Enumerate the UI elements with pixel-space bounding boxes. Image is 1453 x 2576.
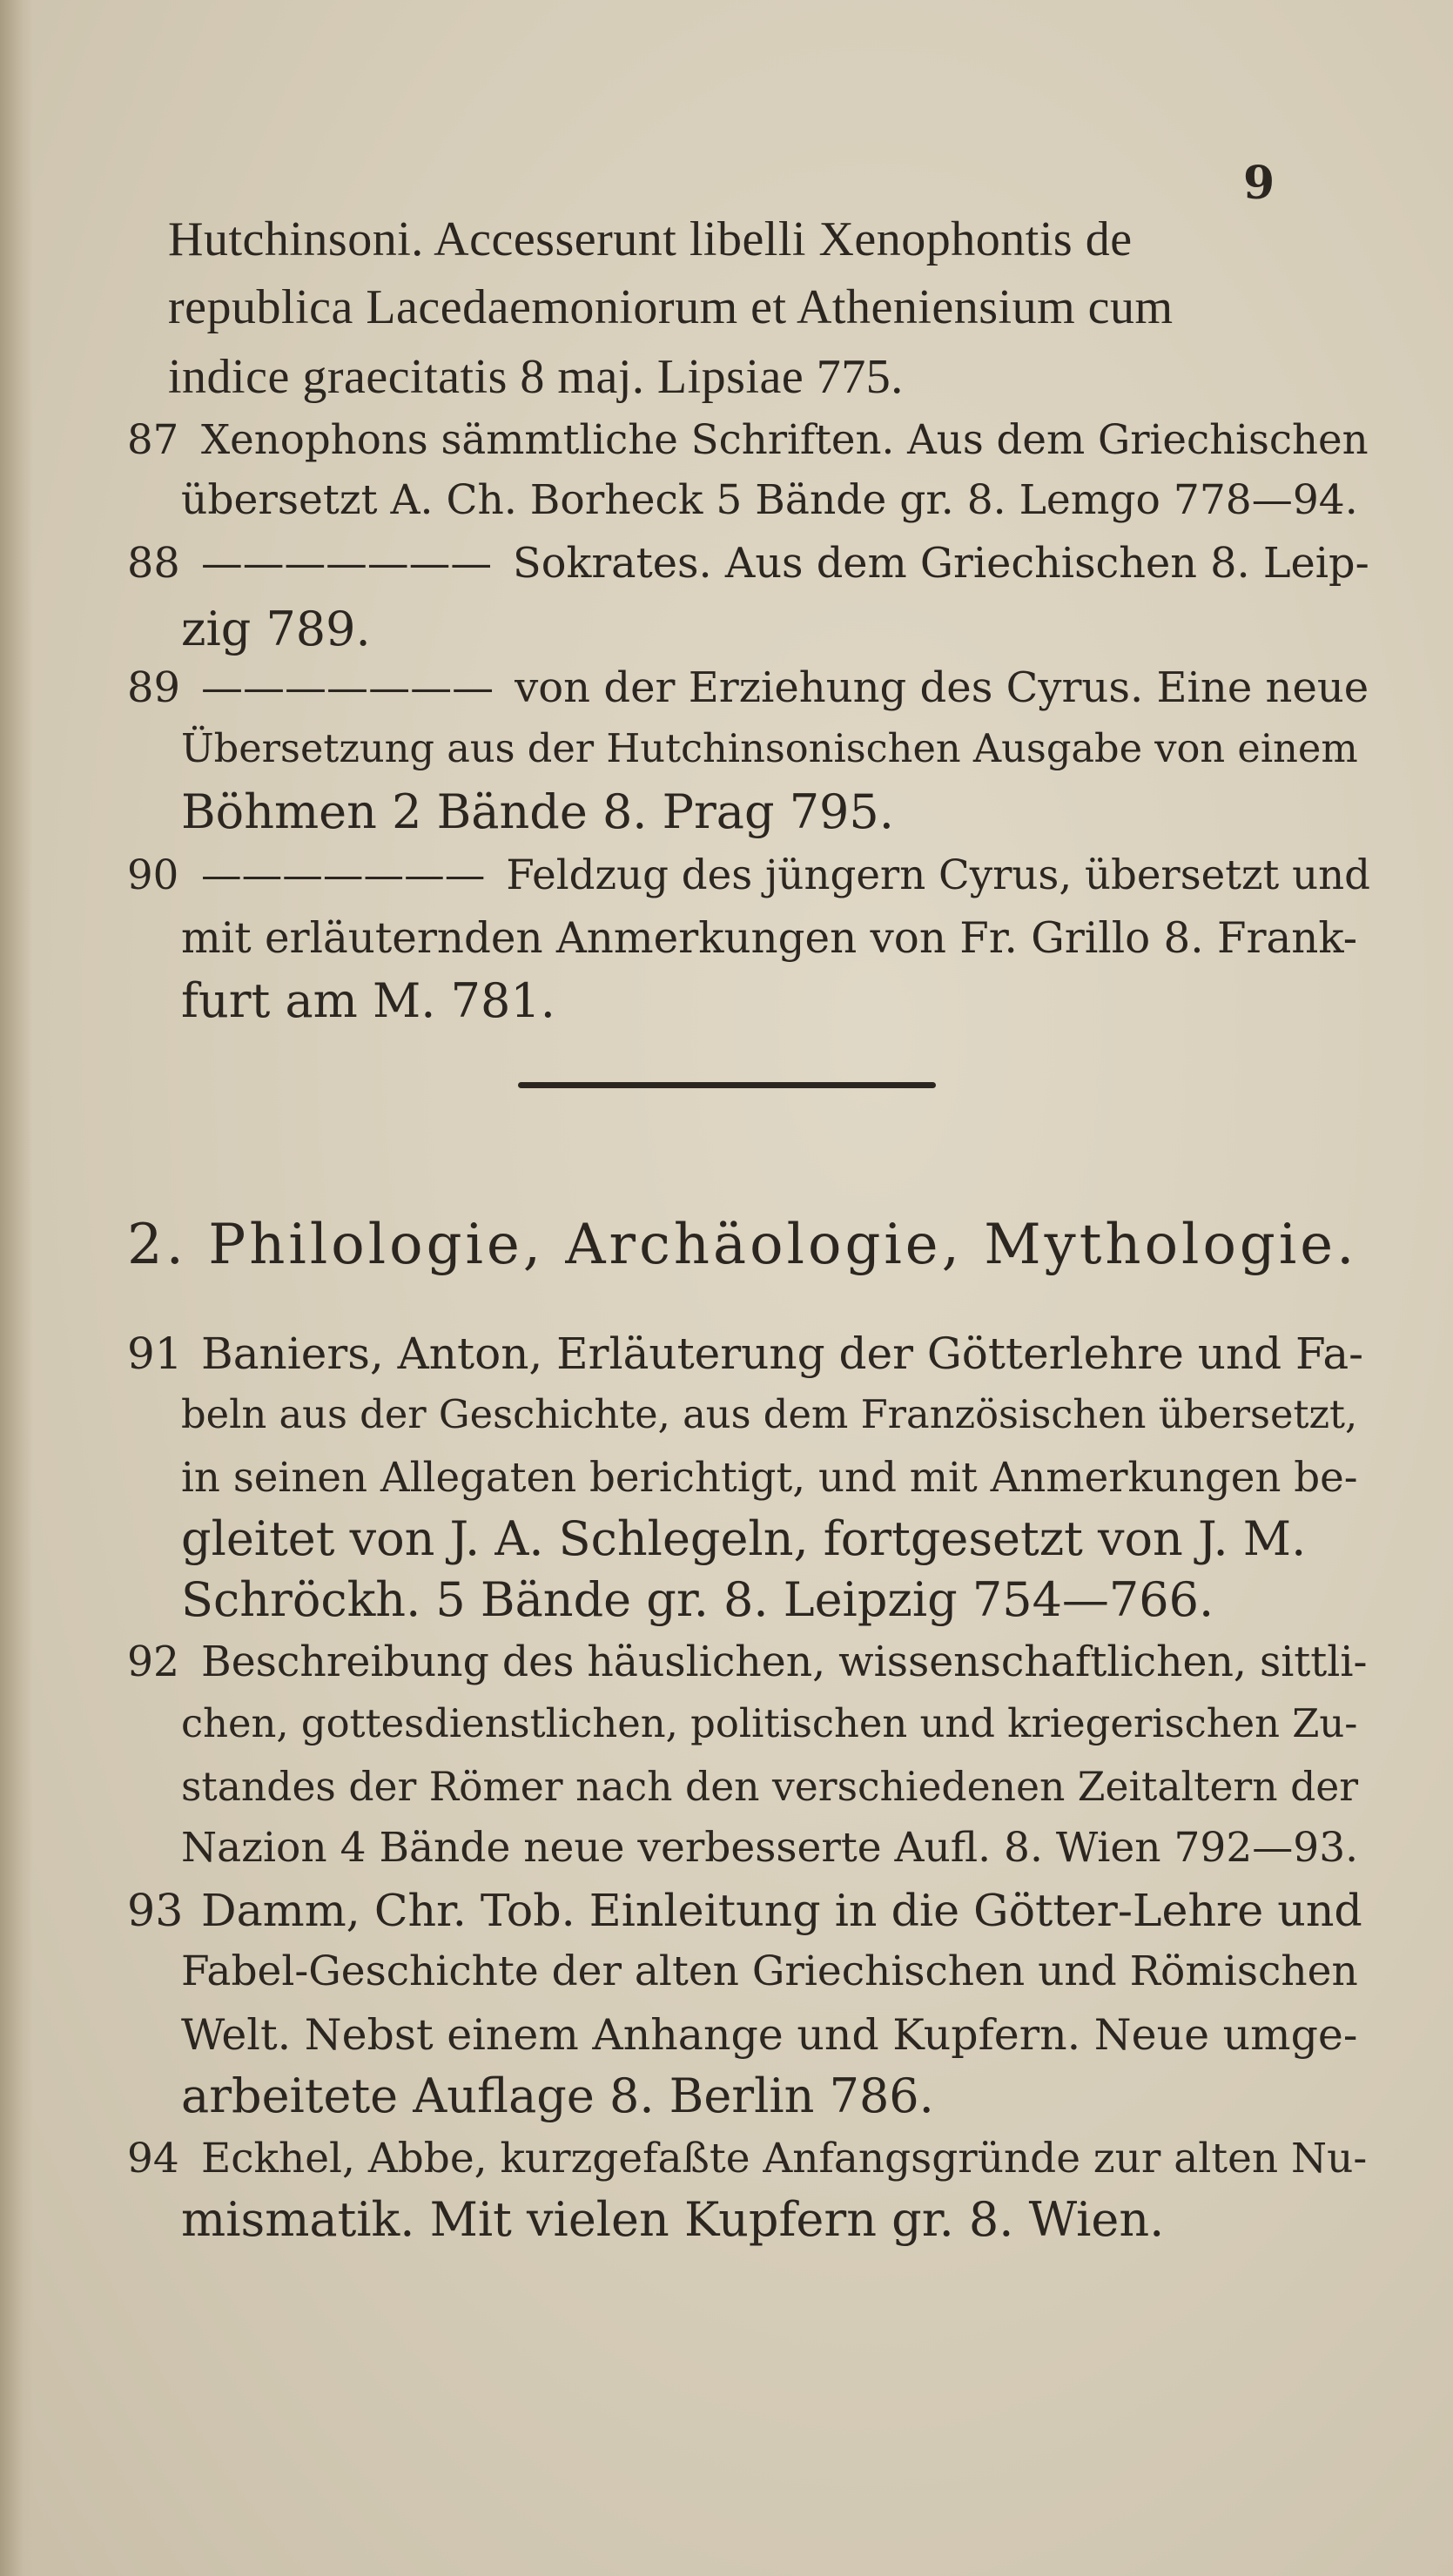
page-spine-shadow bbox=[0, 0, 33, 2576]
entry-text: Baniers, Anton, Erläuterung der Götterlehre und Fa- bbox=[201, 1328, 1364, 1379]
text-line: chen, gottesdienstlichen, politischen und kriegerischen Zu- bbox=[181, 1700, 1358, 1746]
section-divider bbox=[518, 1082, 936, 1088]
entry-89 bbox=[127, 662, 1369, 714]
entry-text: Xenophons sämmtliche Schriften. Aus dem Griechischen bbox=[201, 416, 1369, 463]
entry-91 bbox=[127, 1328, 1363, 1380]
entry-number: 89 bbox=[127, 663, 181, 712]
text-line: Schröckh. 5 Bände gr. 8. Leipzig 754—766. bbox=[181, 1572, 1214, 1627]
text-line: furt am M. 781. bbox=[181, 973, 555, 1028]
ditto-dash: ——————— bbox=[201, 540, 493, 588]
entry-92 bbox=[127, 1637, 1367, 1689]
entry-90 bbox=[127, 849, 1370, 901]
text-line: Welt. Nebst einem Anhange und Kupfern. Neue umge- bbox=[181, 2010, 1358, 2060]
entry-87 bbox=[127, 414, 1369, 466]
entry-number: 92 bbox=[127, 1638, 180, 1686]
entry-text: Sokrates. Aus dem Griechischen 8. Leip- bbox=[513, 540, 1369, 588]
text-line: arbeitete Auflage 8. Berlin 786. bbox=[181, 2068, 934, 2123]
entry-94 bbox=[127, 2133, 1367, 2185]
text-line: in seinen Allegaten berichtigt, und mit Anmerkungen be- bbox=[181, 1455, 1358, 1502]
text-line: Böhmen 2 Bände 8. Prag 795. bbox=[181, 784, 894, 839]
entry-text: Damm, Chr. Tob. Einleitung in die Götter-Lehre und bbox=[201, 1885, 1362, 1936]
ditto-dash: ——————— bbox=[201, 663, 494, 712]
section-heading: 2. Philologie, Archäologie, Mythologie. bbox=[127, 1213, 1358, 1277]
text-line: Fabel-Geschichte der alten Griechischen und Römischen bbox=[181, 1947, 1358, 1995]
text-line: übersetzt A. Ch. Borheck 5 Bände gr. 8. Lemgo 778—94. bbox=[181, 476, 1358, 524]
text-line: Nazion 4 Bände neue verbesserte Aufl. 8. Wien 792—93. bbox=[181, 1824, 1359, 1872]
page-number: 9 bbox=[1243, 157, 1275, 210]
text-line: zig 789. bbox=[181, 602, 371, 656]
text-line: Hutchinsoni. Accesserunt libelli Xenophontis de bbox=[168, 212, 1133, 266]
entry-text: Eckhel, Abbe, kurzgefaßte Anfangsgründe zur alten Nu- bbox=[201, 2135, 1368, 2183]
entry-number: 87 bbox=[127, 416, 179, 463]
entry-number: 90 bbox=[127, 851, 179, 898]
text-line: mismatik. Mit vielen Kupfern gr. 8. Wien. bbox=[181, 2192, 1165, 2247]
entry-number: 88 bbox=[127, 540, 180, 588]
text-line: beln aus der Geschichte, aus dem Französischen übersetzt, bbox=[181, 1391, 1358, 1437]
entry-text: Feldzug des jüngern Cyrus, übersetzt und bbox=[506, 851, 1370, 898]
entry-number: 94 bbox=[127, 2135, 179, 2183]
entry-93 bbox=[127, 1885, 1362, 1937]
text-line: indice graecitatis 8 maj. Lipsiae 775. bbox=[168, 350, 904, 404]
entry-text: Beschreibung des häuslichen, wissenschaftlichen, sittli- bbox=[201, 1638, 1368, 1686]
text-line: gleitet von J. A. Schlegeln, fortgesetzt von J. M. bbox=[181, 1511, 1307, 1566]
text-line: republica Lacedaemoniorum et Atheniensium cum bbox=[168, 280, 1174, 334]
text-line: standes der Römer nach den verschiedenen Zeitaltern der bbox=[181, 1764, 1359, 1810]
entry-88 bbox=[127, 538, 1369, 590]
text-line: Übersetzung aus der Hutchinsonischen Ausgabe von einem bbox=[181, 726, 1358, 771]
ditto-dash: ——————— bbox=[201, 851, 486, 898]
entry-text: von der Erziehung des Cyrus. Eine neue bbox=[515, 663, 1369, 712]
entry-number: 93 bbox=[127, 1885, 184, 1936]
entry-number: 91 bbox=[127, 1328, 183, 1379]
text-line: mit erläuternden Anmerkungen von Fr. Grillo 8. Frank- bbox=[181, 914, 1358, 963]
